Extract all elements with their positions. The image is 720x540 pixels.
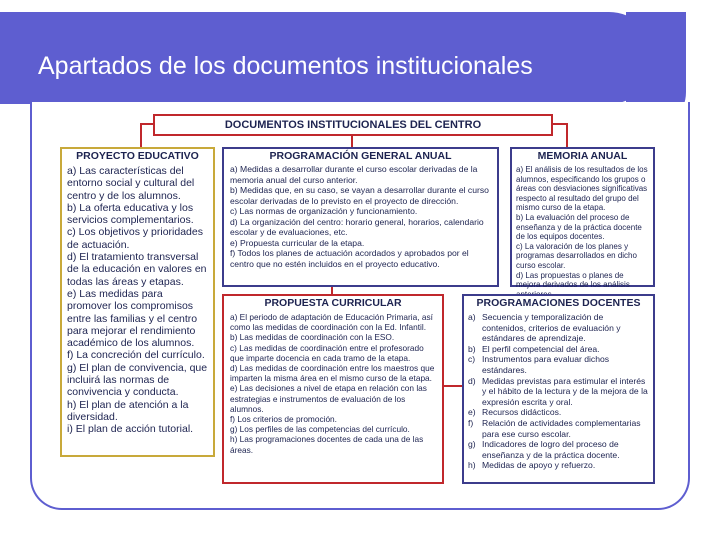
propuesta-curricular-heading: PROPUESTA CURRICULAR <box>264 297 402 309</box>
propuesta-curricular-box <box>222 294 444 484</box>
list-item: c) Las medidas de coordinación entre el profesorado que imparte docencia en cada tramo de la etapa. <box>230 342 424 363</box>
item-text: Medidas previstas para estimular el interés y el hábito de la lectura y de la mejora de la expresión escrita y oral. <box>482 375 648 407</box>
item-text: Medidas de apoyo y refuerzo. <box>482 460 596 471</box>
item-key: g) <box>468 439 476 450</box>
programacion-general-list <box>224 163 497 270</box>
list-item: a) Medidas a desarrollar durante el curso escolar derivadas de la memoria anual del curso anterior. <box>230 164 478 185</box>
main-box <box>153 114 553 136</box>
slide-title: Apartados de los documentos institucionales <box>38 52 533 80</box>
list-item <box>468 439 649 460</box>
programaciones-docentes-heading: PROGRAMACIONES DOCENTES <box>476 297 641 309</box>
item-text: Instrumentos para evaluar dichos estándares. <box>482 354 610 375</box>
item-text: Relación de actividades complementarias para ese curso escolar. <box>482 417 641 439</box>
list-item: c) Las normas de organización y funcionamiento. <box>230 206 418 216</box>
list-item: e) Las medidas para promover los compromisos entre las familias y el centro para mejorar el rendimiento académico de los alumnos. <box>67 287 198 350</box>
list-item <box>468 312 649 344</box>
propuesta-curricular-list <box>224 310 442 457</box>
list-item: d) Las medidas de coordinación entre los maestros que imparten la misma área en el mismo curso de la etapa. <box>230 363 435 384</box>
list-item: e) Propuesta curricular de la etapa. <box>230 237 365 248</box>
connector-line <box>566 123 568 147</box>
list-item: e) Las decisiones a nivel de etapa en relación con las estrategias e instrumentos de evaluación de los alumnos. <box>230 383 427 414</box>
item-key: f) <box>468 417 474 428</box>
main-box-heading: DOCUMENTOS INSTITUCIONALES DEL CENTRO <box>224 119 482 131</box>
list-item: g) Los perfiles de las competencias del currículo. <box>230 424 410 435</box>
list-item <box>468 460 649 471</box>
proyecto-educativo-heading: PROYECTO EDUCATIVO <box>76 150 199 162</box>
list-item <box>468 354 649 375</box>
list-item: d) Las propuestas o planes de mejora derivados de los análisis <box>516 270 630 290</box>
list-item <box>468 376 649 408</box>
list-item <box>468 418 649 439</box>
list-item: a) El periodo de adaptación de Educación Primaria, así como las medidas de coordinación con la Ed. Infantil. <box>230 312 433 333</box>
item-key: h) <box>468 460 476 471</box>
list-item: d) El tratamiento transversal de la educación en valores en todas las áreas y etapas. <box>67 251 207 288</box>
item-key: a) <box>468 312 476 322</box>
item-key: c) <box>468 354 476 365</box>
list-item: g) El plan de convivencia, que incluirá las normas de convivencia y conducta. <box>67 361 208 399</box>
list-item: b) La oferta educativa y los servicios complementarios. <box>67 201 194 227</box>
list-item: d) La organización del centro: horario general, horarios, calendario escolar y de evaluaciones, etc. <box>230 216 484 237</box>
proyecto-educativo-list <box>62 163 213 438</box>
list-item <box>468 344 649 355</box>
programaciones-docentes-list <box>464 310 653 473</box>
programacion-general-heading: PROGRAMACIÓN GENERAL ANUAL <box>269 150 452 162</box>
memoria-anual-list <box>512 163 653 301</box>
list-item: h) Las programaciones docentes de cada una de las áreas. <box>230 434 424 455</box>
item-text: El perfil competencial del área. <box>482 343 600 354</box>
connector-line <box>553 123 566 125</box>
item-text: Recursos didácticos. <box>482 407 562 418</box>
list-item: h) El plan de atención a la diversidad. <box>67 398 189 423</box>
connector-line <box>351 136 353 147</box>
list-item: i) El plan de acción tutorial. <box>67 423 194 436</box>
item-text: Secuencia y temporalización de contenidos, criterios de evaluación y estándares de aprendizaje. <box>482 312 621 344</box>
list-item: b) Medidas que, en su caso, se vayan a desarrollar durante el curso escolar derivadas de lo previsto en el proyecto de dirección. <box>230 185 489 206</box>
item-key: e) <box>468 407 476 418</box>
item-text: Indicadores de logro del proceso de enseñanza y de la práctica docente. <box>482 439 620 460</box>
list-item: b) La evaluación del proceso de enseñanza y de la práctica docente de los equipos docentes. <box>516 212 642 242</box>
item-key: d) <box>468 375 476 386</box>
list-item: c) Los objetivos y prioridades de actuación. <box>67 226 203 251</box>
item-key: b) <box>468 343 476 354</box>
list-item: f) Los criterios de promoción. <box>230 414 337 425</box>
list-item: f) La concreción del currículo. <box>67 349 205 362</box>
list-item: f) Todos los planes de actuación acordados y aprobados por el centro que no estén incluidos en el proyecto educativo. <box>230 248 469 269</box>
list-item: a) Las características del entorno social y cultural del centro y de los alumnos. <box>67 165 195 202</box>
list-item: a) El análisis de los resultados de los alumnos, especificando los grupos o áreas con desviaciones significativas respecto al resultado del grupo del mismo curso de la etapa. <box>516 165 648 213</box>
connector-line <box>140 123 142 147</box>
proyecto-educativo-box <box>60 147 215 457</box>
programacion-general-box <box>222 147 499 287</box>
list-item <box>468 407 649 418</box>
programaciones-docentes-box <box>462 294 655 484</box>
connector-line <box>331 287 333 294</box>
list-item: b) Las medidas de coordinación con la ESO. <box>230 332 395 343</box>
list-item: c) La valoración de los planes y programas desarrollados en dicho curso escolar. <box>516 241 637 270</box>
connector-line <box>444 385 462 387</box>
memoria-anual-box <box>510 147 655 290</box>
memoria-anual-heading: MEMORIA ANUAL <box>537 150 628 162</box>
